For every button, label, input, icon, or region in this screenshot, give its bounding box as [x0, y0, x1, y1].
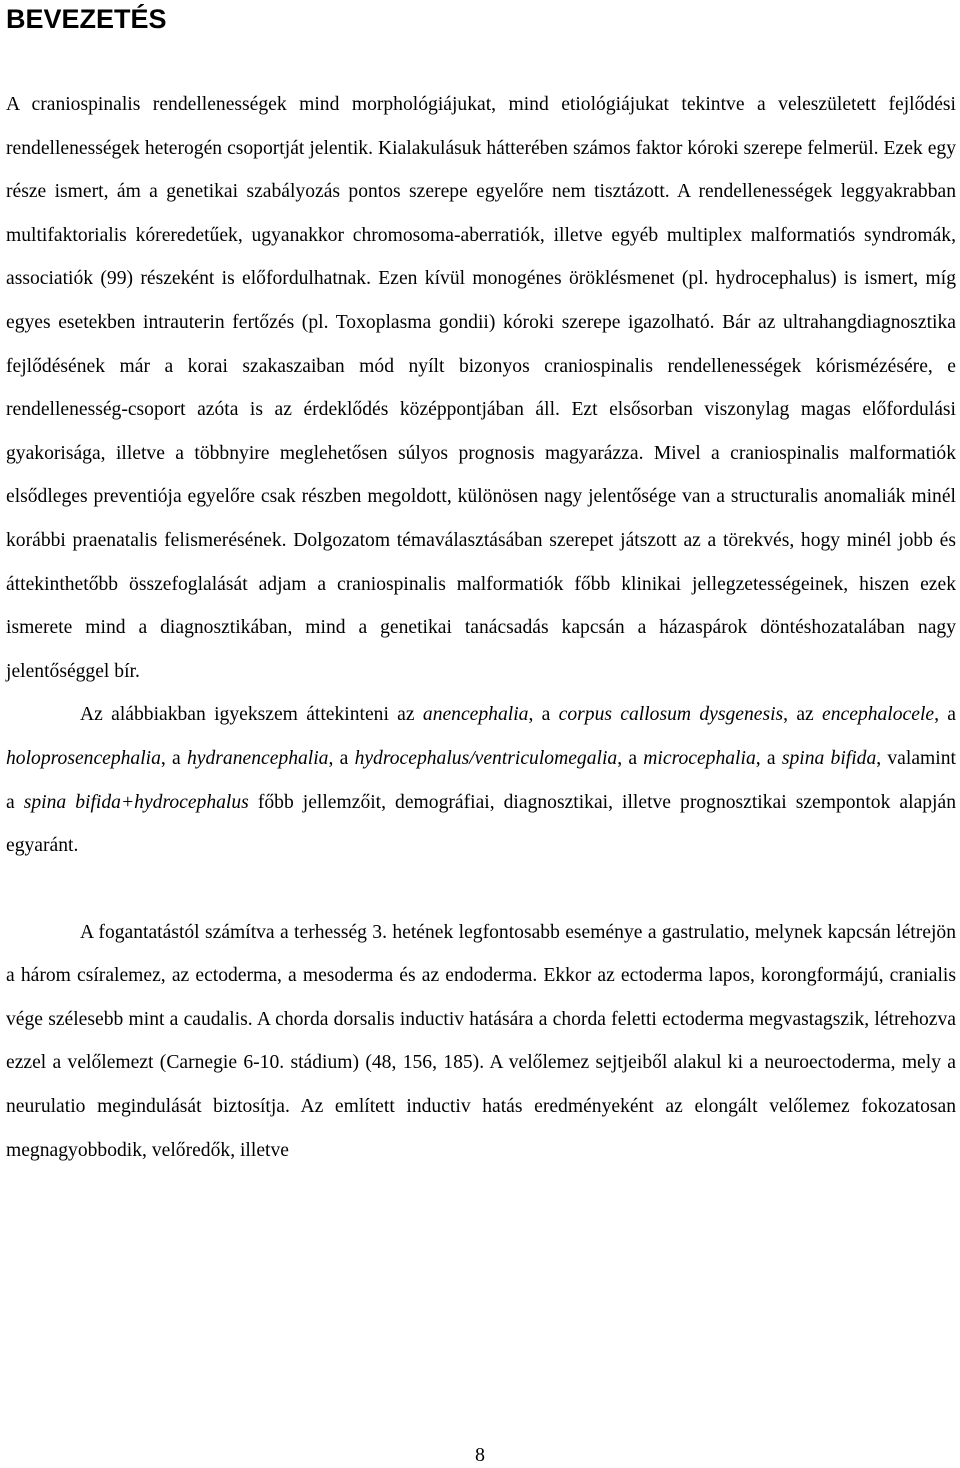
text-run: , a — [617, 747, 644, 769]
term-spina-bifida: spina bifida — [781, 747, 877, 769]
text-run: főbb jellemzőit, demográfiai, diagnosztikai, illetve prognosztikai szempontok alapján egyaránt. — [6, 791, 956, 857]
paragraph-gastrulatio: A fogantatástól számítva a terhesség 3. hetének legfontosabb eseménye a gastrulatio, melynek kapcsán létrejön a három csíralemez, az ectoderma, a mesoderma és az endoderma. Ekkor az ectoderma lapos, korongformájú, cranialis vége szélesebb mint a caudalis. A chorda dorsalis inductiv hatására a chorda feletti ectoderma megvastagszik, létrehozva ezzel a velőlemezt (Carnegie 6-10. stádium) (48, 156, 185). A velőlemez sejtjeiből alakul ki a neuroectoderma, mely a neurulatio megindulását biztosítja. Az említett inductiv hatás eredményeként az elongált velőlemez fokozatosan megnagyobbodik, velőredők, illetve — [6, 921, 956, 1161]
text-run: , az — [783, 704, 823, 726]
page-number: 8 — [475, 1444, 485, 1466]
text-run: , a — [934, 704, 956, 726]
document-page — [6, 0, 956, 1172]
paragraph-topics — [6, 693, 956, 867]
term-anencephalia: anencephalia — [422, 704, 529, 726]
term-corpus-callosum-dysgenesis: corpus callosum dysgenesis — [558, 704, 784, 726]
term-hydranencephalia: hydranencephalia — [187, 747, 329, 769]
term-encephalocele: encephalocele — [822, 704, 935, 726]
term-holoprosencephalia: holoprosencephalia — [6, 747, 161, 769]
term-spina-bifida-hydrocephalus: spina bifida+hydrocephalus — [23, 791, 249, 813]
section-heading: BEVEZETÉS — [6, 4, 167, 34]
text-run: , valamint a — [6, 747, 956, 813]
text-run: , a — [160, 747, 187, 769]
text-run: , a — [528, 704, 559, 726]
text-run: , a — [755, 747, 782, 769]
paragraph-introduction: A craniospinalis rendellenességek mind morphológiájukat, mind etiológiájukat tekintve a veleszületett fejlődési rendellenességek heterogén csoportját jelentik. Kialakulásuk hátterében számos faktor kóroki szerepe felmerül. Ezek egy része ismert, ám a genetikai szabályozás pontos szerepe egyelőre nem tisztázott. A rendellenességek leggyakrabban multifaktorialis kóreredetűek, ugyanakkor chromosoma-aberratiók, illetve egyéb multiplex malformatiós syndromák, associatiók (99) részeként is előfordulhatnak. Ezen kívül monogénes öröklésmenet (pl. hydrocephalus) is ismert, míg egyes esetekben intrauterin fertőzés (pl. Toxoplasma gondii) kóroki szerepe igazolható. Bár az ultrahangdiagnosztika fejlődésének már a korai szakaszaiban mód nyílt bizonyos craniospinalis rendellenességek kórismézésére, e rendellenesség-csoport azóta is az érdeklődés középpontjában áll. Ezt elsősorban viszonylag magas előfordulási gyakorisága, illetve a többnyire meglehetősen súlyos prognosis magyarázza. Mivel a craniospinalis malformatiók elsődleges preventiója egyelőre csak részben megoldott, különösen nagy jelentősége van a structuralis anomaliák minél korábbi praenatalis felismerésének. Dolgozatom témaválasztásában szerepet játszott az a törekvés, hogy minél jobb és áttekinthetőbb összefoglalását adjam a craniospinalis malformatiók főbb klinikai jellegzetességeinek, hiszen ezek ismerete mind a diagnosztikában, mind a genetikai tanácsadás kapcsán a házaspárok döntéshozatalában nagy jelentőséggel bír. — [6, 94, 956, 682]
text-run: , a — [328, 747, 355, 769]
text-run: Az alábbiakban igyekszem áttekinteni az — [80, 704, 423, 726]
term-hydrocephalus-ventriculomegalia: hydrocephalus/ventriculomegalia — [354, 747, 618, 769]
term-microcephalia: microcephalia — [643, 747, 756, 769]
